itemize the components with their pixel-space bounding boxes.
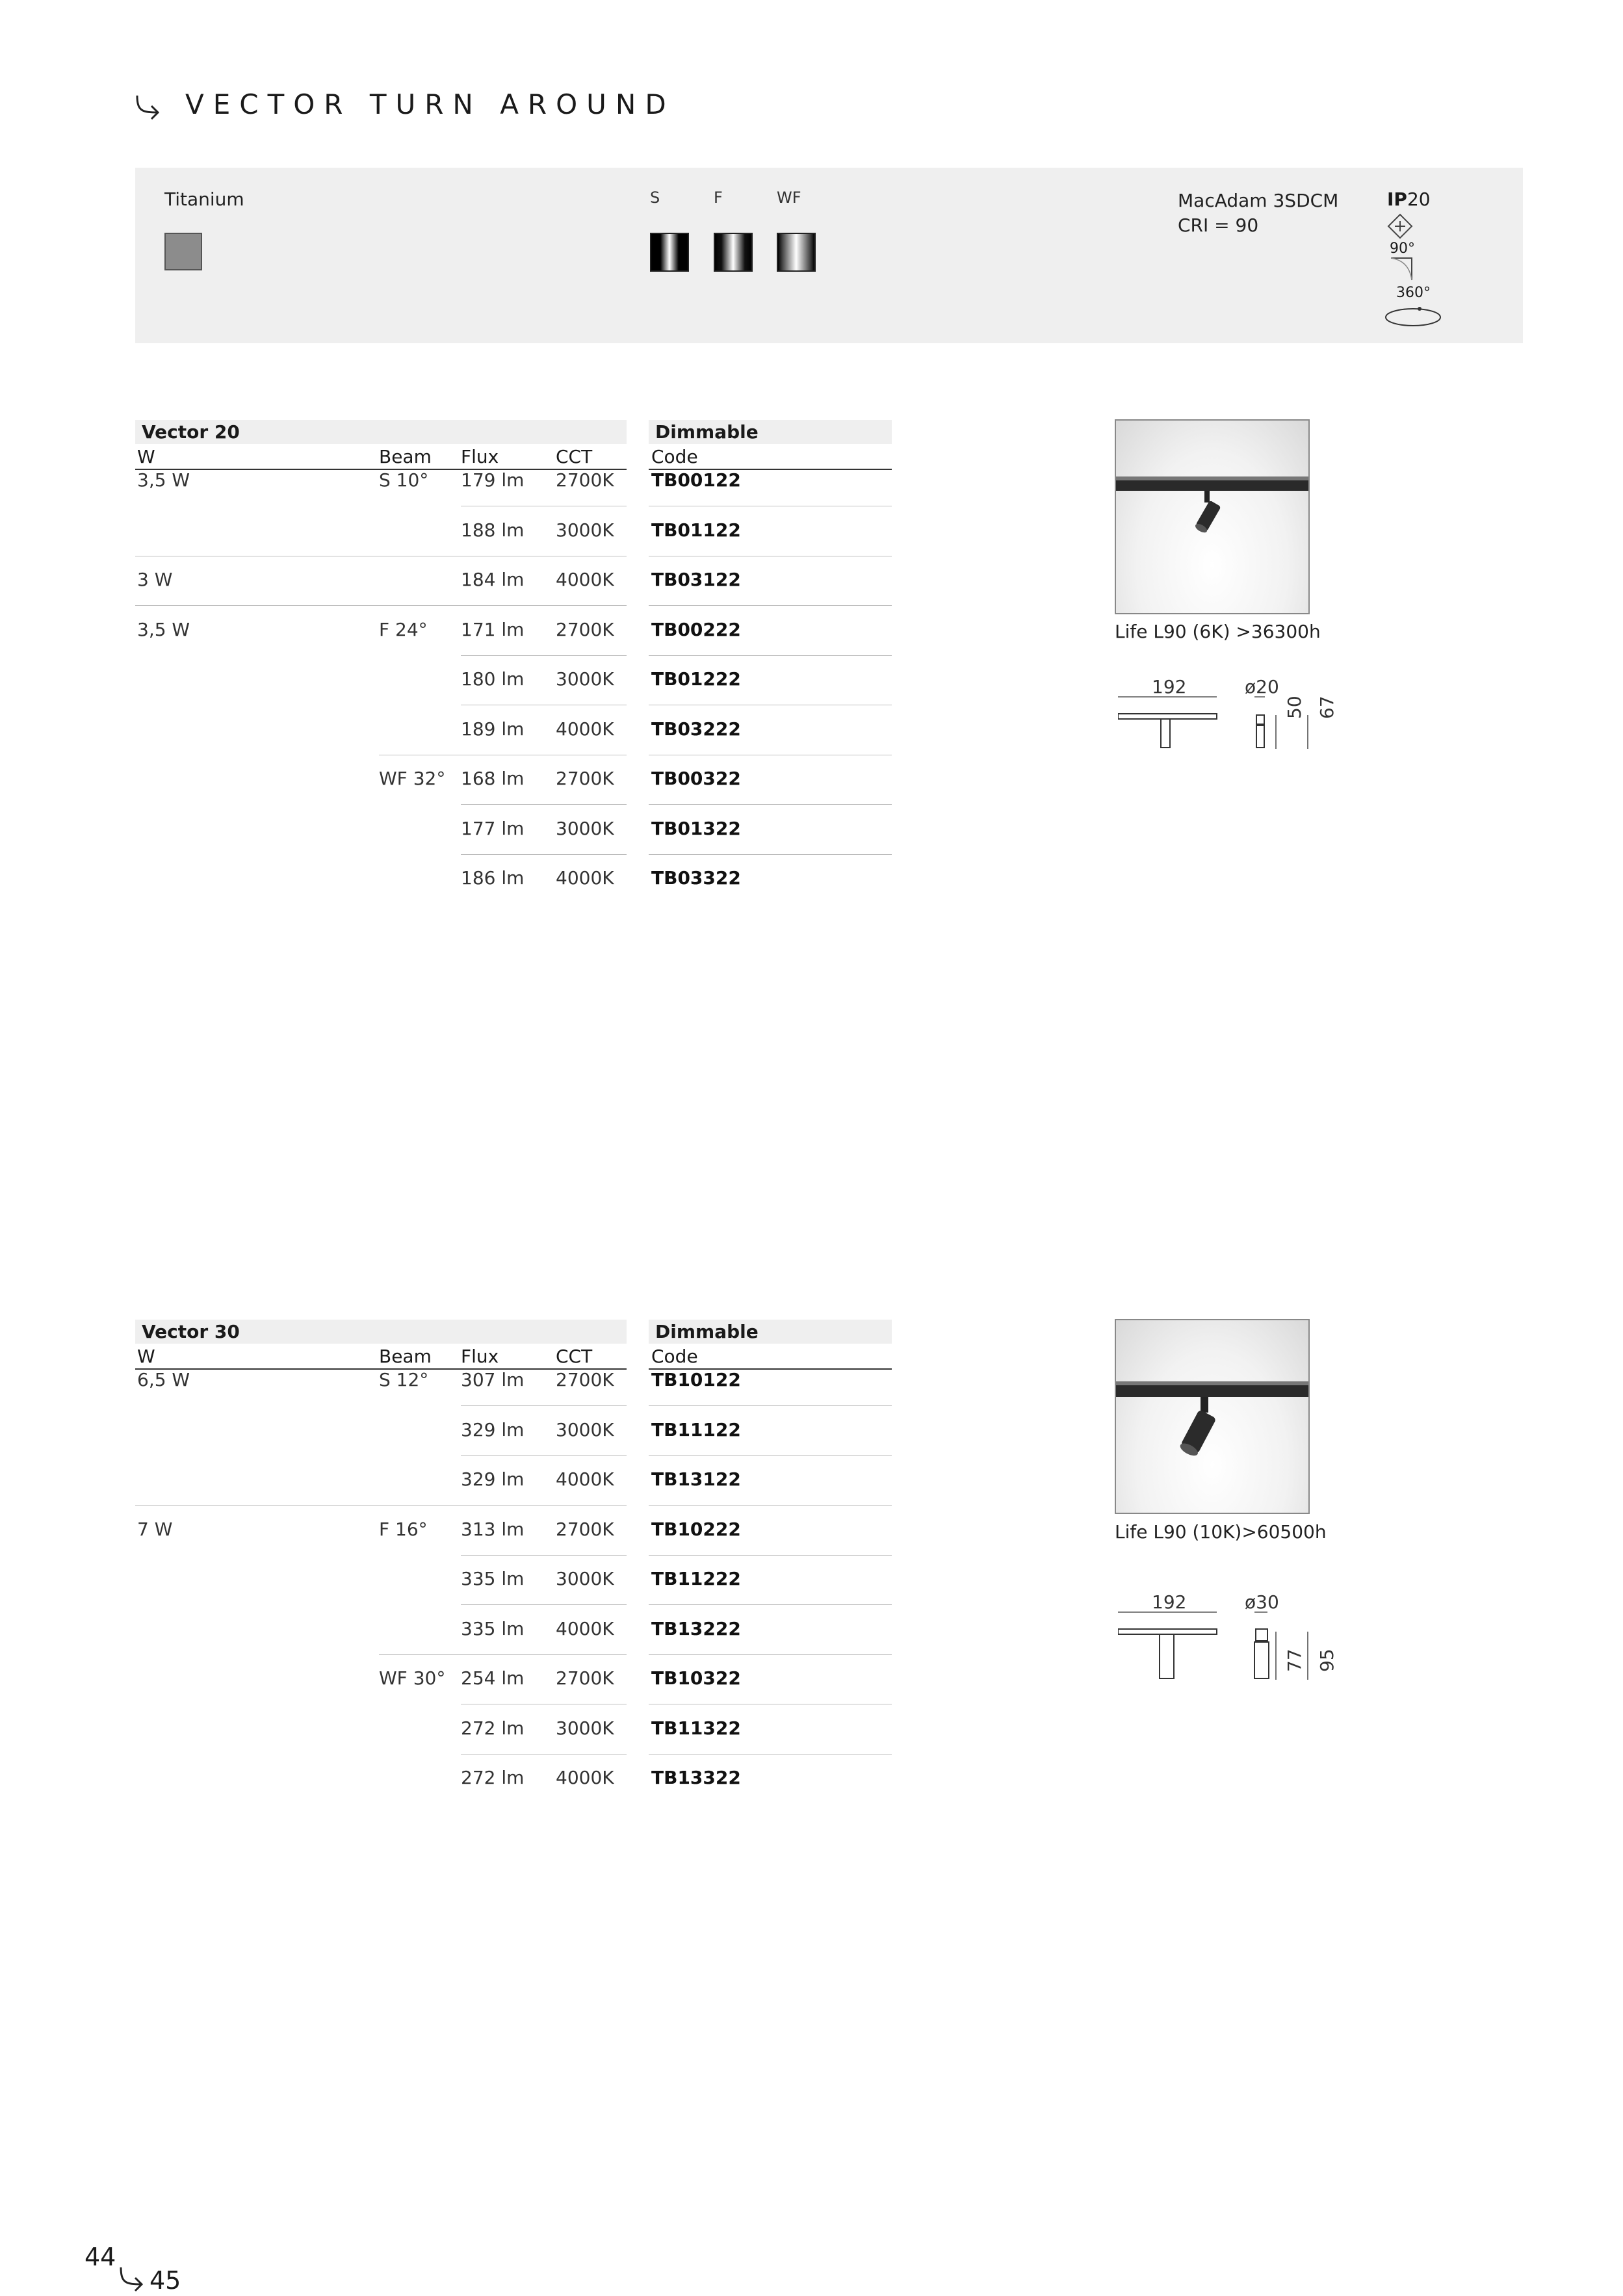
vector20-cell-cct: 3000K: [556, 668, 614, 690]
vector20-cell-flux: 177 lm: [461, 817, 525, 839]
vector30-col-flux: Flux: [461, 1346, 499, 1367]
vector30-cell-flux: 307 lm: [461, 1369, 525, 1390]
turn-arrow-icon: [133, 89, 161, 120]
vector30-cell-flux: 329 lm: [461, 1468, 525, 1490]
beam-f-icon: [714, 233, 753, 272]
vector30-side-drawing: [1118, 1611, 1222, 1689]
vector20-cell-flux: 179 lm: [461, 469, 525, 491]
vector30-cell-code: TB10222: [651, 1518, 741, 1540]
vector30-row-rule: [379, 1654, 627, 1655]
vector30-row-rule-code: [649, 1654, 892, 1655]
vector20-cell-cct: 4000K: [556, 718, 614, 740]
vector20-side-drawing: [1118, 696, 1222, 754]
vector20-cell-flux: 168 lm: [461, 768, 525, 789]
vector30-cell-code: TB13222: [651, 1617, 741, 1639]
vector30-life: Life L90 (10K)>60500h: [1115, 1521, 1327, 1543]
vector30-dim-h2: 95: [1316, 1649, 1338, 1672]
page-number-right: 45: [149, 2266, 181, 2295]
vector30-col-w: W: [137, 1346, 155, 1367]
vector20-col-w: W: [137, 446, 155, 467]
vector20-row-rule: [135, 605, 627, 606]
beam-label-wf: WF: [777, 189, 801, 207]
vector20-cell-cct: 3000K: [556, 817, 614, 839]
vector20-cell-cct: 4000K: [556, 867, 614, 889]
vector20-cell-beam: F 24°: [379, 618, 428, 640]
vector20-cell-flux: 180 lm: [461, 668, 525, 690]
vector20-row-rule: [461, 655, 627, 656]
vector30-row-rule: [461, 1754, 627, 1755]
vector20-cell-code: TB03322: [651, 867, 741, 889]
vector30-cell-code: TB11222: [651, 1568, 741, 1589]
vector20-col-code: Code: [651, 446, 698, 467]
vector30-cell-cct: 2700K: [556, 1667, 614, 1689]
vector30-cell-cct: 4000K: [556, 1468, 614, 1490]
vector30-cell-code: TB10322: [651, 1667, 741, 1689]
vector20-cell-cct: 2700K: [556, 768, 614, 789]
titanium-swatch: [164, 233, 202, 270]
vector20-row-rule: [461, 804, 627, 805]
vector30-cell-cct: 4000K: [556, 1767, 614, 1788]
vector20-cell-code: TB03222: [651, 718, 741, 740]
vector20-cell-w: 3 W: [137, 569, 173, 590]
vector20-col-beam: Beam: [379, 446, 432, 467]
vector20-cell-flux: 186 lm: [461, 867, 525, 889]
vector20-cell-cct: 4000K: [556, 569, 614, 590]
vector20-cell-code: TB00222: [651, 618, 741, 640]
vector20-cell-flux: 189 lm: [461, 718, 525, 740]
cri-text: CRI = 90: [1178, 215, 1259, 236]
vector30-cell-beam: WF 30°: [379, 1667, 446, 1689]
vector30-cell-beam: S 12°: [379, 1369, 429, 1390]
vector20-product-photo: [1115, 419, 1310, 614]
vector30-cell-cct: 2700K: [556, 1518, 614, 1540]
vector30-cell-flux: 272 lm: [461, 1767, 525, 1788]
rotation-label: 360°: [1396, 285, 1431, 301]
vector30-cell-code: TB13122: [651, 1468, 741, 1490]
vector20-cell-code: TB00122: [651, 469, 741, 491]
vector30-col-beam: Beam: [379, 1346, 432, 1367]
vector30-cell-flux: 313 lm: [461, 1518, 525, 1540]
vector30-row-rule: [461, 1555, 627, 1556]
ip-value: 20: [1407, 189, 1431, 210]
tilt-icon: [1390, 257, 1416, 283]
vector20-cell-flux: 188 lm: [461, 519, 525, 541]
vector30-col-cct: CCT: [556, 1346, 593, 1367]
vector30-row-rule: [461, 1405, 627, 1406]
beam-label-s: S: [650, 189, 660, 207]
macadam-text: MacAdam 3SDCM: [1178, 190, 1339, 211]
beam-s-icon: [650, 233, 689, 272]
vector30-cell-flux: 329 lm: [461, 1418, 525, 1441]
vector20-life: Life L90 (6K) >36300h: [1115, 621, 1321, 642]
vector30-cell-flux: 335 lm: [461, 1568, 525, 1589]
vector30-cell-code: TB10122: [651, 1369, 741, 1390]
vector30-dim-length: 192: [1152, 1591, 1187, 1613]
vector30-product-photo: [1115, 1319, 1310, 1514]
vector30-cell-cct: 2700K: [556, 1369, 614, 1390]
vector30-row-rule-code: [649, 1555, 892, 1556]
vector30-cell-code: TB11122: [651, 1418, 741, 1441]
vector30-row-rule: [461, 1604, 627, 1605]
rotation-icon: [1383, 303, 1443, 329]
ip-prefix: IP: [1387, 189, 1407, 210]
vector20-row-rule: [461, 854, 627, 855]
vector30-cell-w: 7 W: [137, 1518, 173, 1540]
vector20-dimmable: Dimmable: [655, 421, 759, 443]
vector20-dim-h1: 50: [1284, 696, 1305, 719]
vector30-cell-flux: 335 lm: [461, 1617, 525, 1639]
vector20-row-rule-code: [649, 605, 892, 606]
vector30-cell-code: TB11322: [651, 1717, 741, 1739]
beam-wf-icon: [777, 233, 816, 272]
vector30-cell-cct: 3000K: [556, 1568, 614, 1589]
vector20-cell-cct: 2700K: [556, 618, 614, 640]
vector20-cell-code: TB01122: [651, 519, 741, 541]
tilt-label: 90°: [1390, 241, 1415, 257]
vector30-row-rule: [135, 1505, 627, 1506]
page-number-left: 44: [84, 2243, 116, 2271]
vector20-dim-length: 192: [1152, 676, 1187, 698]
vector20-cell-cct: 2700K: [556, 469, 614, 491]
vector20-dim-diameter: ø20: [1245, 676, 1279, 698]
vector20-cell-w: 3,5 W: [137, 618, 190, 640]
beam-label-f: F: [714, 189, 723, 207]
vector30-row-rule-code: [649, 1505, 892, 1506]
vector20-cell-cct: 3000K: [556, 519, 614, 541]
vector30-row-rule-code: [649, 1405, 892, 1406]
vector20-cell-flux: 184 lm: [461, 569, 525, 590]
vector20-row-rule-code: [649, 804, 892, 805]
vector30-cell-cct: 3000K: [556, 1717, 614, 1739]
vector30-cell-code: TB13322: [651, 1767, 741, 1788]
page-title: VECTOR TURN AROUND: [185, 88, 675, 120]
ip-diamond-icon: [1387, 213, 1413, 239]
vector20-cell-code: TB00322: [651, 768, 741, 789]
vector30-dimmable: Dimmable: [655, 1321, 759, 1342]
vector30-cell-w: 6,5 W: [137, 1369, 190, 1390]
vector20-cell-flux: 171 lm: [461, 618, 525, 640]
vector30-col-code: Code: [651, 1346, 698, 1367]
vector20-row-rule-code: [649, 655, 892, 656]
vector30-cell-cct: 4000K: [556, 1617, 614, 1639]
vector20-cell-code: TB03122: [651, 569, 741, 590]
vector20-col-cct: CCT: [556, 446, 593, 467]
vector30-dim-h1: 77: [1284, 1649, 1305, 1672]
vector20-title: Vector 20: [142, 421, 240, 443]
vector20-cell-beam: S 10°: [379, 469, 429, 491]
vector30-cell-flux: 254 lm: [461, 1667, 525, 1689]
ip-rating: [1387, 189, 1431, 210]
vector30-row-rule-code: [649, 1604, 892, 1605]
vector30-cell-flux: 272 lm: [461, 1717, 525, 1739]
vector30-row-rule: [461, 1455, 627, 1456]
vector30-cell-beam: F 16°: [379, 1518, 428, 1540]
vector30-dim-diameter: ø30: [1245, 1591, 1279, 1613]
vector20-row-rule-code: [649, 854, 892, 855]
vector20-cell-w: 3,5 W: [137, 469, 190, 491]
finish-label: Titanium: [164, 189, 244, 210]
vector30-row-rule-code: [649, 1754, 892, 1755]
vector20-dim-h2: 67: [1316, 696, 1338, 719]
vector30-title: Vector 30: [142, 1321, 240, 1342]
vector20-cell-beam: WF 32°: [379, 768, 446, 789]
vector20-cell-code: TB01222: [651, 668, 741, 690]
folio-arrow-icon: [117, 2263, 146, 2292]
vector30-cell-cct: 3000K: [556, 1418, 614, 1441]
vector20-cell-code: TB01322: [651, 817, 741, 839]
vector20-col-flux: Flux: [461, 446, 499, 467]
vector30-row-rule-code: [649, 1455, 892, 1456]
